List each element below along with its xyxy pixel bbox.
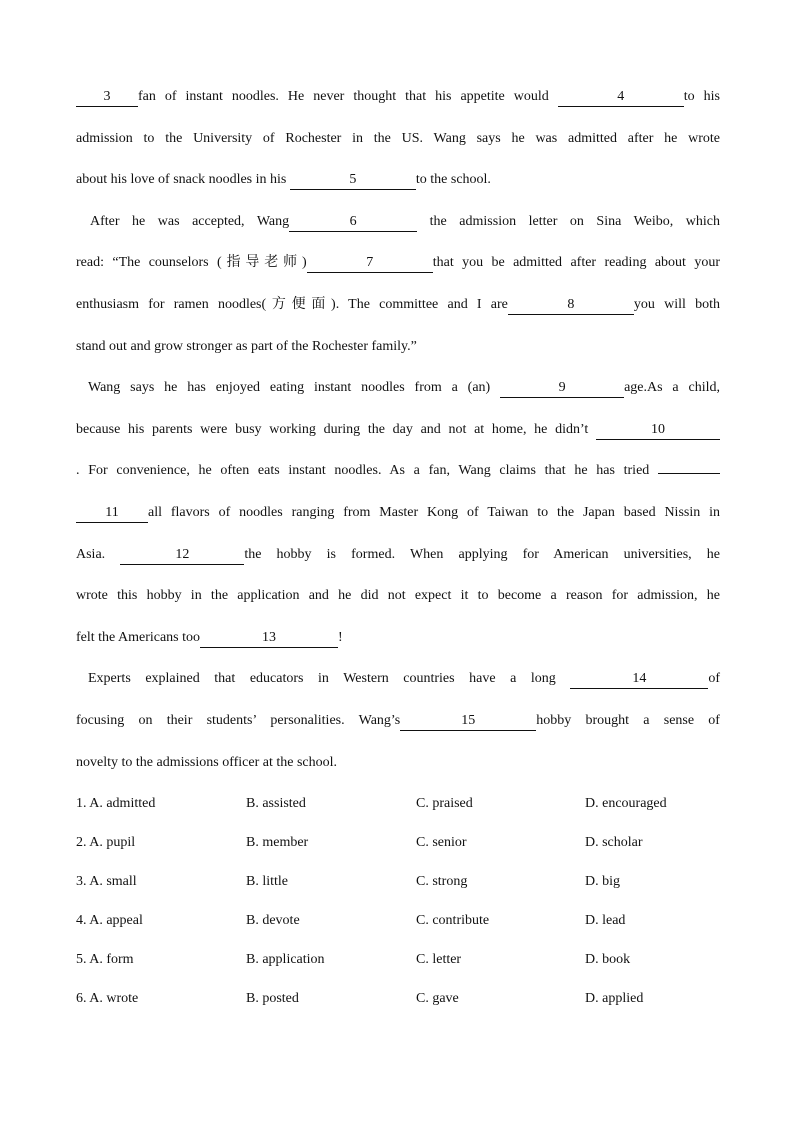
blank-9 [500, 380, 624, 398]
option-a: 3. A. small [76, 874, 137, 889]
option-a: 2. A. pupil [76, 835, 136, 850]
passage-text: felt the Americans too [76, 629, 201, 645]
passage-text: to his [683, 89, 720, 104]
blank-number: 5 [349, 172, 357, 188]
passage-text: about his love of snack noodles in his [76, 172, 287, 188]
passage-text: admission to the University of Rochester in the US. Wang says he was admitted after he wrote [76, 130, 720, 146]
passage-text: ! [338, 629, 343, 645]
passage-line [76, 700, 720, 742]
passage-line [76, 617, 720, 659]
option-c: C. praised [416, 796, 473, 811]
blank-number: 13 [262, 629, 277, 645]
question-row [76, 823, 720, 862]
option-d: D. encouraged [585, 796, 667, 811]
option-c: C. letter [416, 952, 462, 967]
passage-line [76, 575, 720, 617]
option-b: B. member [246, 835, 309, 850]
blank-number: 7 [366, 255, 374, 271]
passage-text: the hobby is formed. When applying for American universities, he [244, 546, 721, 562]
blank-number: 15 [461, 712, 476, 728]
passage-line [76, 367, 720, 409]
option-b: B. devote [246, 913, 300, 928]
question-row [76, 784, 720, 823]
passage-text: novelty to the admissions officer at the school. [76, 754, 338, 770]
passage-text: you will both [633, 296, 720, 312]
passage-line [76, 242, 720, 284]
passage-text: read: “The counselors (指导老师) [76, 255, 307, 271]
cloze-passage [76, 76, 720, 783]
passage-text: wrote this hobby in the application and he did not expect it to become a reason for admission, he [76, 588, 720, 604]
option-c: C. contribute [416, 913, 490, 928]
passage-text: all flavors of noodles ranging from Master Kong of Taiwan to the Japan based Nissin in [148, 504, 720, 520]
passage-text: enthusiasm for ramen noodles(方便面). The committee and I are [76, 296, 508, 312]
option-a: 4. A. appeal [76, 913, 143, 928]
passage-line [76, 742, 720, 784]
blank-12 [120, 547, 244, 565]
passage-line [76, 492, 720, 534]
blank-number: 8 [567, 296, 575, 312]
blank-number: 9 [558, 380, 566, 396]
question-row [76, 979, 720, 1018]
passage-text: hobby brought a sense of [536, 712, 720, 728]
question-row [76, 862, 720, 901]
option-b: B. posted [246, 991, 299, 1006]
passage-text: Wang says he has enjoyed eating instant noodles from a (an) [88, 380, 491, 396]
blank-5 [290, 172, 416, 190]
option-d: D. big [585, 874, 620, 889]
option-a: 6. A. wrote [76, 991, 139, 1006]
passage-line [76, 118, 720, 160]
blank-number: 10 [651, 421, 665, 437]
option-c: C. strong [416, 874, 468, 889]
passage-text: because his parents were busy working during the day and not at home, he didn’t [76, 421, 589, 437]
passage-line [76, 326, 720, 368]
option-b: B. application [246, 952, 325, 967]
passage-text: stand out and grow stronger as part of the Rochester family.” [76, 338, 417, 354]
blank-8 [508, 297, 634, 315]
option-d: D. applied [585, 991, 644, 1006]
passage-line [76, 201, 720, 243]
passage-text: . For convenience, he often eats instant noodles. As a fan, Wang claims that he has tried [76, 463, 650, 479]
question-options [76, 784, 720, 1018]
blank-number: 6 [349, 213, 357, 229]
blank-7 [307, 255, 433, 273]
passage-line [76, 534, 720, 576]
option-b: B. little [246, 874, 288, 889]
passage-text: to the school. [415, 172, 491, 188]
option-d: D. lead [585, 913, 626, 928]
passage-text: focusing on their students’ personalities. Wang’s [76, 712, 401, 728]
option-c: C. senior [416, 835, 467, 850]
option-a: 1. A. admitted [76, 796, 156, 811]
question-row [76, 940, 720, 979]
option-a: 5. A. form [76, 952, 134, 967]
blank-11-start [658, 456, 720, 474]
passage-text: of [708, 671, 721, 687]
blank-4 [558, 89, 684, 107]
option-d: D. book [585, 952, 631, 967]
passage-line [76, 284, 720, 326]
option-b: B. assisted [246, 796, 306, 811]
blank-number: 4 [617, 89, 625, 104]
passage-text: fan of instant noodles. He never thought that his appetite would [138, 89, 549, 104]
blank-number: 14 [632, 671, 647, 687]
question-row [76, 901, 720, 940]
passage-text: Experts explained that educators in Western countries have a long [88, 671, 556, 687]
option-d: D. scholar [585, 835, 643, 850]
passage-text: age.As a child, [624, 380, 720, 396]
blank-number: 11 [105, 504, 119, 520]
option-c: C. gave [416, 991, 459, 1006]
blank-number: 3 [103, 89, 111, 104]
blank-6 [289, 214, 417, 232]
passage-line [76, 450, 720, 492]
passage-text: that you be admitted after reading about your [432, 255, 720, 271]
passage-text: After he was accepted, Wang [90, 213, 290, 229]
blank-3 [76, 89, 138, 107]
blank-13 [200, 630, 338, 648]
passage-line [76, 658, 720, 700]
blank-number: 12 [175, 546, 190, 562]
blank-14 [570, 671, 708, 689]
passage-line [76, 159, 720, 201]
passage-line [76, 409, 720, 451]
passage-text: the admission letter on Sina Weibo, which [429, 213, 720, 229]
blank-11 [76, 505, 148, 523]
passage-text: Asia. [76, 546, 106, 562]
blank-15 [400, 713, 536, 731]
blank-10 [596, 422, 720, 440]
passage-line [76, 76, 720, 118]
